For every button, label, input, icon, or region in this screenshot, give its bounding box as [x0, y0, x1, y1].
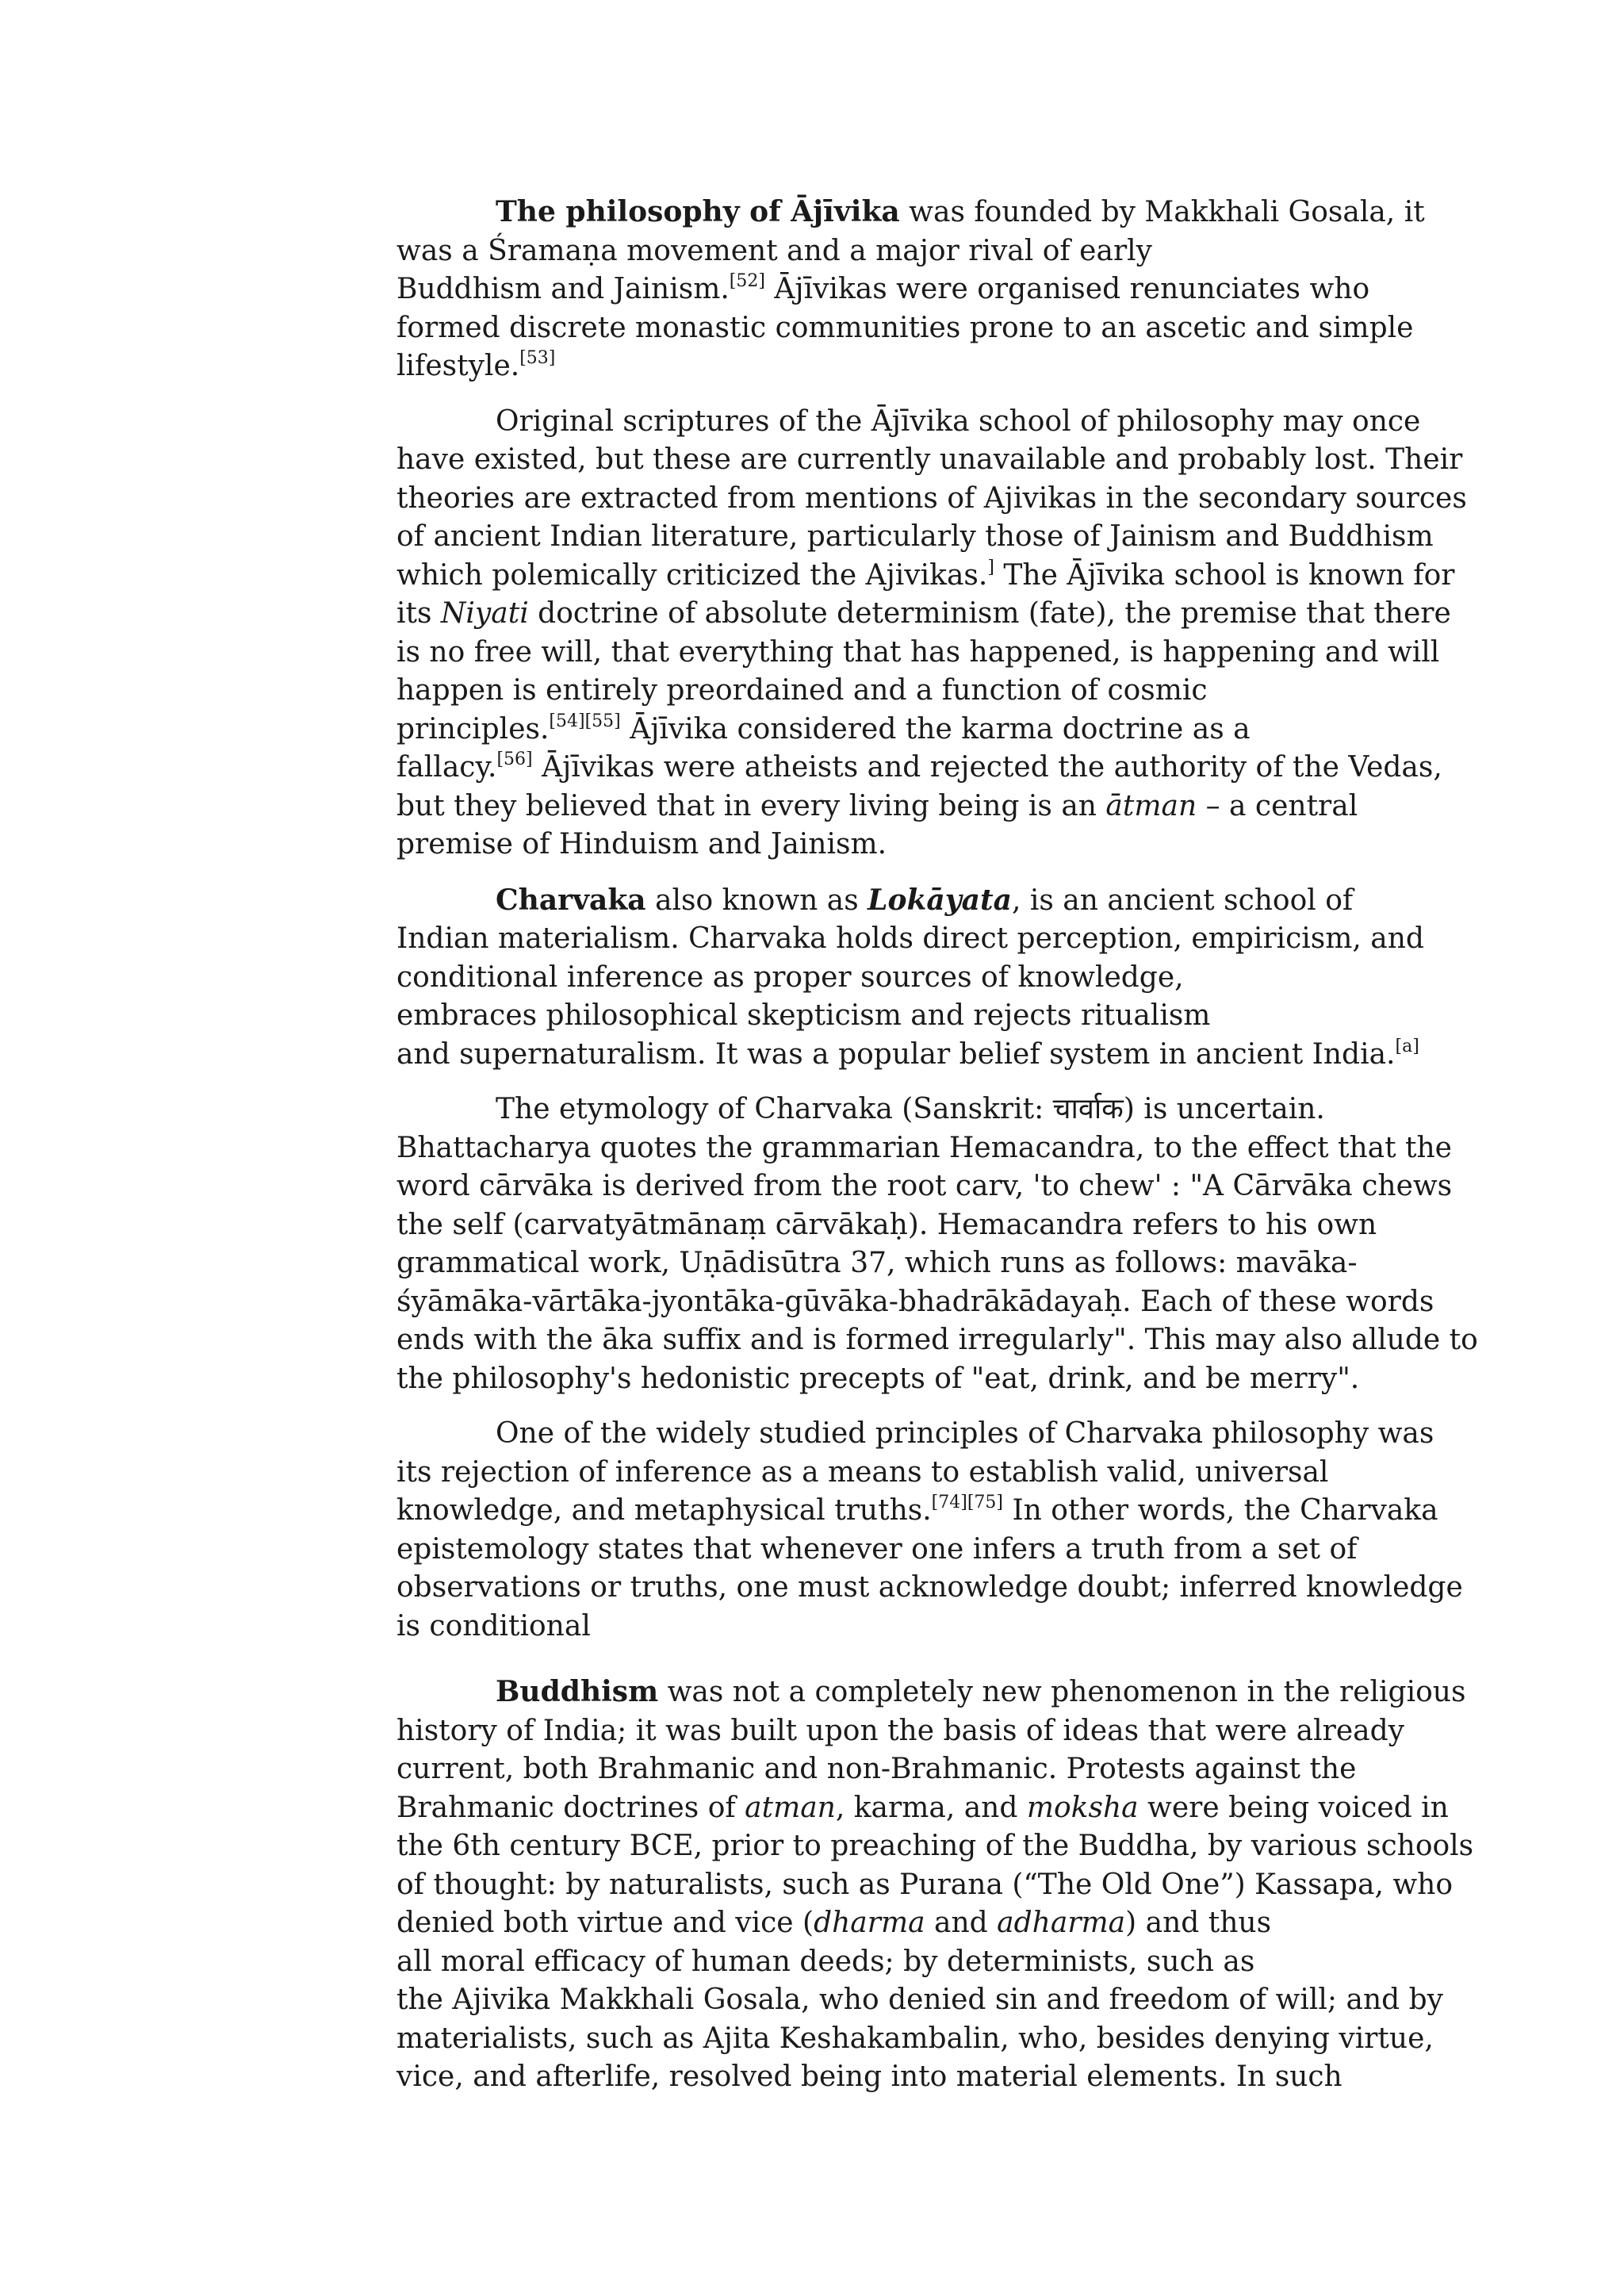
text-run: fallacy.	[396, 751, 497, 784]
text-line: observations or truths, one must acknowledge doubt; inferred knowledge	[396, 1571, 1463, 1604]
text-line: of ancient Indian literature, particularly those of Jainism and Buddhism	[396, 520, 1434, 553]
text-line: embraces philosophical skepticism and rejects ritualism	[396, 999, 1211, 1032]
text-run: its	[396, 597, 441, 630]
text-line: The etymology of Charvaka (Sanskrit: चार्वाक) is uncertain.	[496, 1093, 1325, 1125]
text-line: Indian materialism. Charvaka holds direct perception, empiricism, and	[396, 922, 1424, 955]
text-run: Ājīvikas were organised renunciates who	[764, 273, 1370, 305]
text-run: and	[925, 1907, 998, 1939]
text-run: Ājīvikas were atheists and rejected the authority of the Vedas,	[532, 751, 1442, 784]
text-run: Brahmanic doctrines of	[396, 1791, 745, 1824]
citation-ref: [74][75]	[931, 1493, 1003, 1512]
text-run: – a central	[1197, 789, 1358, 822]
text-line: epistemology states that whenever one infers a truth from a set of	[396, 1532, 1358, 1566]
text-line	[396, 595, 1451, 634]
text-line	[396, 193, 1451, 232]
text-run: Ājīvika considered the karma doctrine as a	[620, 712, 1251, 746]
text-line	[396, 881, 1451, 921]
citation-ref: [54][55]	[549, 711, 621, 731]
text-line: śyāmāka-vārtāka-jyontāka-gūvāka-bhadrākādayaḥ. Each of these words	[396, 1285, 1434, 1318]
text-line: formed discrete monastic communities prone to an ascetic and simple	[396, 311, 1414, 344]
text-line: was a Śramaṇa movement and a major rival of early	[396, 234, 1152, 267]
text-line: have existed, but these are currently unavailable and probably lost. Their	[396, 443, 1463, 476]
citation-ref: [a]	[1395, 1036, 1419, 1056]
text-line	[396, 788, 1451, 826]
citation-ref: [56]	[496, 749, 533, 769]
text-line: conditional inference as proper sources of knowledge,	[396, 960, 1184, 994]
text-line: of thought: by naturalists, such as Purana (“The Old One”) Kassapa, who	[396, 1868, 1453, 1901]
text-line	[396, 749, 1451, 788]
text-run: , karma, and	[835, 1791, 1027, 1824]
term-heading-charvaka: Charvaka	[496, 883, 646, 917]
text-line	[396, 347, 1451, 386]
term-heading-buddhism: Buddhism	[496, 1675, 659, 1708]
text-run: Buddhism and Jainism.	[396, 273, 730, 305]
text-line: vice, and afterlife, resolved being into material elements. In such	[396, 2060, 1342, 2093]
text-line	[396, 557, 1455, 596]
text-line: all moral efficacy of human deeds; by determinists, such as	[396, 1945, 1255, 1978]
text-line: premise of Hinduism and Jainism.	[396, 828, 887, 861]
italic-term: moksha	[1026, 1791, 1139, 1824]
text-line: ends with the āka suffix and is formed irregularly". This may also allude to	[396, 1324, 1478, 1356]
text-run: The Ājīvika school is known for	[994, 558, 1455, 592]
text-line: is conditional	[396, 1609, 591, 1642]
text-line: the 6th century BCE, prior to preaching of the Buddha, by various schools	[396, 1830, 1474, 1862]
paragraph-buddhism	[396, 1673, 1474, 2097]
text-line: Bhattacharya quotes the grammarian Hemacandra, to the effect that the	[396, 1131, 1452, 1164]
paragraph-ajivika-intro	[396, 193, 1451, 386]
italic-term: adharma	[997, 1907, 1126, 1939]
text-run: lifestyle.	[396, 350, 520, 382]
text-line	[396, 1673, 1466, 1712]
text-run: which polemically criticized the Ajivikas.	[396, 558, 988, 592]
text-line	[396, 1904, 1451, 1943]
text-line: its rejection of inference as a means to establish valid, universal	[396, 1455, 1329, 1489]
text-run: was not a completely new phenomenon in the religious	[658, 1676, 1466, 1708]
text-line: the Ajivika Makkhali Gosala, who denied sin and freedom of will; and by	[396, 1984, 1443, 2016]
text-run: ) and thus	[1125, 1907, 1272, 1939]
text-run: doctrine of absolute determinism (fate), the premise that there	[528, 597, 1451, 630]
text-line: the philosophy's hedonistic precepts of "eat, drink, and be merry".	[396, 1362, 1360, 1395]
text-run: but they believed that in every living being is an	[396, 789, 1106, 822]
text-run: In other words, the Charvaka	[1003, 1494, 1438, 1527]
text-line	[396, 1789, 1451, 1828]
text-line: One of the widely studied principles of Charvaka philosophy was	[496, 1417, 1434, 1450]
italic-term: Niyati	[440, 597, 529, 630]
paragraph-charvaka-intro	[396, 881, 1451, 1075]
italic-term: ātman	[1105, 789, 1197, 822]
citation-ref: [52]	[729, 271, 765, 291]
italic-term: dharma	[814, 1907, 925, 1939]
text-line: the self (carvatyātmānaṃ cārvākaḥ). Hemacandra refers to his own	[396, 1208, 1377, 1241]
text-run: also known as	[645, 884, 868, 917]
text-line	[396, 270, 1451, 309]
document-body	[396, 193, 1478, 2114]
term-heading-ajivika: The philosophy of Ājīvika	[496, 195, 900, 228]
text-run: knowledge, and metaphysical truths.	[396, 1494, 932, 1527]
paragraph-ajivika-scriptures	[396, 403, 1467, 864]
text-line: history of India; it was built upon the basis of ideas that were already	[396, 1714, 1405, 1747]
text-run: denied both virtue and vice (	[396, 1907, 814, 1939]
text-line	[396, 1492, 1451, 1531]
italic-term: atman	[745, 1791, 836, 1824]
text-line	[396, 1036, 1451, 1075]
text-run: was founded by Makkhali Gosala, it	[899, 196, 1425, 228]
text-run: principles.	[396, 712, 550, 746]
text-line	[396, 711, 1451, 749]
text-line: is no free will, that everything that has happened, is happening and will	[396, 635, 1440, 669]
term-lokayata: Lokāyata	[868, 883, 1012, 917]
text-line: grammatical work, Uṇādisūtra 37, which runs as follows: mavāka-	[396, 1247, 1358, 1279]
text-run: , is an ancient school of	[1011, 884, 1354, 917]
citation-ref: ]	[987, 557, 994, 577]
text-run: and supernaturalism. It was a popular belief system in ancient India.	[396, 1037, 1396, 1071]
text-line: materialists, such as Ajita Keshakambalin, who, besides denying virtue,	[396, 2022, 1434, 2055]
text-line: Original scriptures of the Ājīvika school of philosophy may once	[496, 404, 1421, 438]
text-line: happen is entirely preordained and a function of cosmic	[396, 674, 1208, 707]
text-line: theories are extracted from mentions of Ajivikas in the secondary sources	[396, 481, 1467, 515]
paragraph-charvaka-inference	[396, 1415, 1463, 1646]
text-run: were being voiced in	[1138, 1791, 1449, 1824]
text-line: word cārvāka is derived from the root carv, 'to chew' : "A Cārvāka chews	[396, 1170, 1453, 1202]
paragraph-charvaka-etymology	[396, 1091, 1478, 1398]
citation-ref: [53]	[519, 348, 556, 368]
text-line: current, both Brahmanic and non-Brahmanic. Protests against the	[396, 1753, 1357, 1785]
